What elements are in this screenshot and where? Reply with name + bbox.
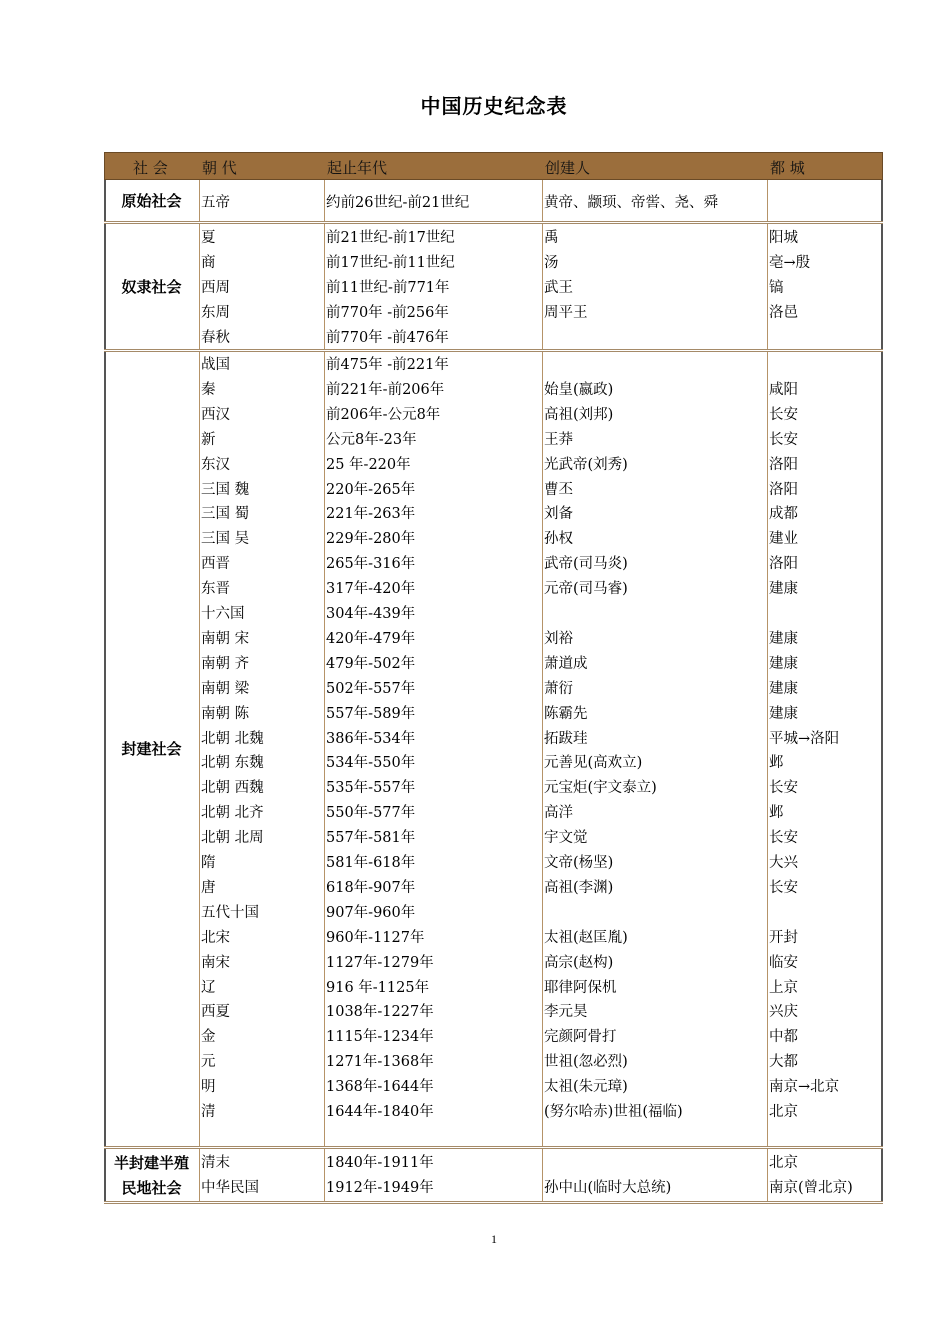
capital-cell: 长安	[769, 431, 798, 448]
founder-cell: 萧道成	[544, 655, 588, 672]
founder-cell: 王莽	[544, 431, 573, 448]
period-cell: 1271年-1368年	[326, 1054, 434, 1071]
capital-cell: 镐	[769, 279, 784, 296]
dynasty-cell: 秦	[201, 381, 216, 398]
capital-cell: 洛邑	[769, 304, 798, 321]
society-cell: 原始社会	[121, 191, 182, 210]
period-cell: 前770年 -前476年	[326, 329, 449, 346]
period-cell: 前11世纪-前771年	[326, 279, 450, 296]
dynasty-cell: 北朝 北齐	[201, 805, 264, 822]
table-row	[104, 226, 883, 251]
founder-cell: 高宗(赵构)	[544, 954, 614, 971]
founder-cell: 陈霸先	[544, 705, 588, 722]
founder-cell: 汤	[544, 254, 559, 271]
capital-cell: 成都	[769, 506, 798, 523]
capital-cell: 建康	[769, 630, 798, 647]
header-capital: 都 城	[770, 159, 805, 177]
dynasty-cell: 东晋	[201, 581, 230, 598]
founder-cell: 耶律阿保机	[544, 979, 617, 996]
table-row	[104, 326, 883, 351]
dynasty-cell: 南朝 宋	[201, 630, 250, 647]
table-row	[104, 901, 883, 926]
table-row	[104, 552, 883, 577]
capital-cell: 咸阳	[769, 381, 798, 398]
founder-cell: 元宝炬(宇文泰立)	[544, 780, 657, 797]
period-cell: 1368年-1644年	[326, 1079, 434, 1096]
table-row	[104, 353, 883, 378]
table-row	[104, 378, 883, 403]
table-row	[104, 851, 883, 876]
dynasty-cell: 清末	[201, 1155, 230, 1171]
founder-cell: (努尔哈赤)世祖(福临)	[544, 1104, 683, 1120]
table-row	[104, 801, 883, 826]
capital-cell: 长安	[769, 406, 798, 423]
table-header	[104, 152, 883, 180]
dynasty-cell: 唐	[201, 879, 216, 896]
table-row	[104, 1075, 883, 1100]
table-row	[104, 1050, 883, 1075]
table-row	[104, 976, 883, 1001]
dynasty-cell: 西周	[201, 279, 230, 296]
dynasty-cell: 北朝 东魏	[201, 755, 264, 772]
period-cell: 前475年 -前221年	[326, 357, 449, 373]
dynasty-cell: 东周	[201, 304, 230, 321]
founder-cell: 世祖(忽必烈)	[544, 1054, 628, 1071]
period-cell: 618年-907年	[326, 879, 416, 896]
dynasty-cell: 五帝	[201, 195, 230, 211]
capital-cell: 邺	[769, 755, 784, 772]
header-founder: 创建人	[545, 159, 591, 177]
table-row	[104, 627, 883, 652]
dynasty-cell: 新	[201, 431, 216, 448]
dynasty-cell: 隋	[201, 855, 216, 871]
founder-cell: 周平王	[544, 304, 588, 321]
period-cell: 229年-280年	[326, 531, 416, 548]
capital-cell: 临安	[769, 954, 798, 971]
period-cell: 前17世纪-前11世纪	[326, 254, 455, 271]
dynasty-cell: 北朝 北周	[201, 830, 264, 847]
dynasty-cell: 北朝 西魏	[201, 780, 264, 797]
dynasty-cell: 西夏	[201, 1004, 230, 1021]
page-title: 中国历史纪念表	[420, 94, 568, 118]
period-cell: 1912年-1949年	[326, 1179, 434, 1196]
society-cell: 民地社会	[121, 1178, 182, 1197]
period-cell: 221年-263年	[326, 506, 416, 523]
founder-cell: 禹	[544, 230, 559, 246]
period-cell: 557年-589年	[326, 705, 416, 722]
table-row	[104, 403, 883, 428]
period-cell: 386年-534年	[326, 730, 416, 747]
table-row	[104, 951, 883, 976]
table-row	[104, 276, 883, 301]
capital-cell: 建业	[769, 531, 798, 548]
founder-cell: 武王	[544, 279, 573, 296]
dynasty-cell: 南宋	[201, 954, 230, 971]
capital-cell: 平城→洛阳	[769, 730, 840, 747]
dynasty-cell: 十六国	[201, 606, 245, 622]
dynasty-cell: 战国	[201, 357, 230, 373]
capital-cell: 长安	[769, 879, 798, 896]
capital-cell: 建康	[769, 680, 798, 697]
period-cell: 916 年-1125年	[326, 979, 430, 996]
period-cell: 535年-557年	[326, 780, 416, 797]
table-section	[104, 180, 883, 222]
table-row	[104, 826, 883, 851]
table-row	[104, 702, 883, 727]
dynasty-cell: 南朝 陈	[201, 705, 250, 722]
table-row	[104, 751, 883, 776]
table-row	[104, 1176, 883, 1201]
capital-cell: 阳城	[769, 230, 798, 246]
header-society: 社 会	[133, 159, 168, 177]
dynasty-cell: 三国 魏	[201, 481, 250, 498]
capital-cell: 南京→北京	[769, 1079, 840, 1096]
table-row	[104, 1100, 883, 1125]
table-row	[104, 776, 883, 801]
dynasty-cell: 西汉	[201, 406, 230, 423]
founder-cell: 太祖(朱元璋)	[544, 1079, 628, 1096]
dynasty-cell: 南朝 梁	[201, 680, 250, 697]
dynasty-cell: 夏	[201, 230, 216, 246]
table-section	[104, 224, 883, 350]
founder-cell: 李元昊	[544, 1004, 588, 1021]
table-row	[104, 602, 883, 627]
table-row	[104, 677, 883, 702]
period-cell: 960年-1127年	[326, 929, 425, 946]
period-cell: 265年-316年	[326, 556, 416, 573]
table-row	[104, 478, 883, 503]
capital-cell: 亳→殷	[769, 254, 811, 271]
dynasty-cell: 东汉	[201, 456, 230, 473]
header-dynasty: 朝 代	[202, 159, 237, 177]
founder-cell: 始皇(嬴政)	[544, 381, 614, 398]
table-row	[104, 301, 883, 326]
dynasty-cell: 春秋	[201, 329, 230, 346]
dynasty-cell: 西晋	[201, 556, 230, 573]
period-cell: 317年-420年	[326, 581, 416, 598]
table-row	[104, 191, 883, 216]
table-row	[104, 876, 883, 901]
period-cell: 479年-502年	[326, 655, 416, 672]
period-cell: 前21世纪-前17世纪	[326, 230, 455, 246]
capital-cell: 长安	[769, 830, 798, 847]
table-row	[104, 727, 883, 752]
table-row	[104, 1151, 883, 1176]
founder-cell: 太祖(赵匡胤)	[544, 929, 628, 946]
capital-cell: 洛阳	[769, 556, 798, 573]
capital-cell: 上京	[769, 979, 798, 996]
founder-cell: 高洋	[544, 805, 573, 822]
capital-cell: 建康	[769, 705, 798, 722]
society-cell: 封建社会	[121, 740, 182, 758]
founder-cell: 高祖(李渊)	[544, 879, 614, 896]
dynasty-cell: 北宋	[201, 929, 230, 946]
table-row	[104, 502, 883, 527]
table-section	[104, 352, 883, 1147]
period-cell: 304年-439年	[326, 606, 416, 622]
table-row	[104, 926, 883, 951]
capital-cell: 大兴	[769, 855, 798, 871]
dynasty-cell: 明	[201, 1079, 216, 1096]
period-cell: 420年-479年	[326, 630, 416, 647]
dynasty-cell: 商	[201, 254, 216, 271]
capital-cell: 兴庆	[769, 1004, 798, 1021]
capital-cell: 洛阳	[769, 481, 798, 498]
history-table	[104, 152, 883, 1202]
period-cell: 907年-960年	[326, 904, 416, 921]
period-cell: 前770年 -前256年	[326, 304, 449, 321]
period-cell: 公元8年-23年	[326, 431, 417, 448]
capital-cell: 大都	[769, 1054, 798, 1071]
founder-cell: 光武帝(刘秀)	[544, 456, 628, 473]
founder-cell: 宇文觉	[544, 830, 588, 847]
period-cell: 1644年-1840年	[326, 1104, 434, 1120]
capital-cell: 建康	[769, 581, 798, 598]
founder-cell: 萧衍	[544, 680, 573, 697]
table-row	[104, 652, 883, 677]
page-number: 1	[491, 1232, 497, 1246]
dynasty-cell: 北朝 北魏	[201, 730, 264, 747]
founder-cell: 文帝(杨坚)	[544, 855, 614, 871]
founder-cell: 拓跋珪	[544, 730, 588, 747]
header-period: 起止年代	[327, 159, 388, 177]
table-row	[104, 1000, 883, 1025]
capital-cell: 中都	[769, 1029, 798, 1046]
society-cell: 半封建半殖	[113, 1153, 189, 1172]
capital-cell: 北京	[769, 1104, 798, 1120]
table-section	[104, 1149, 883, 1202]
society-cell: 奴隶社会	[121, 277, 182, 296]
table-row	[104, 577, 883, 602]
founder-cell: 刘备	[544, 506, 573, 523]
capital-cell: 邺	[769, 805, 784, 822]
period-cell: 1115年-1234年	[326, 1029, 434, 1046]
dynasty-cell: 中华民国	[201, 1179, 259, 1196]
founder-cell: 武帝(司马炎)	[544, 556, 628, 573]
period-cell: 550年-577年	[326, 805, 416, 822]
period-cell: 约前26世纪-前21世纪	[326, 195, 470, 211]
capital-cell: 开封	[769, 929, 798, 946]
section-separator	[104, 1201, 883, 1204]
founder-cell: 完颜阿骨打	[544, 1029, 617, 1046]
table-row	[104, 251, 883, 276]
dynasty-cell: 辽	[201, 979, 216, 996]
period-cell: 581年-618年	[326, 855, 416, 871]
period-cell: 1127年-1279年	[326, 954, 434, 971]
capital-cell: 北京	[769, 1155, 798, 1171]
period-cell: 502年-557年	[326, 680, 416, 697]
period-cell: 220年-265年	[326, 481, 416, 498]
founder-cell: 刘裕	[544, 630, 573, 647]
founder-cell: 孙中山(临时大总统)	[544, 1179, 672, 1196]
table-row	[104, 1025, 883, 1050]
table-row	[104, 527, 883, 552]
capital-cell: 南京(曾北京)	[769, 1179, 853, 1196]
period-cell: 1840年-1911年	[326, 1155, 434, 1171]
founder-cell: 黄帝、颛顼、帝喾、尧、舜	[544, 195, 718, 211]
founder-cell: 元善见(高欢立)	[544, 755, 643, 772]
dynasty-cell: 元	[201, 1054, 216, 1071]
founder-cell: 孙权	[544, 531, 573, 548]
dynasty-cell: 金	[201, 1029, 216, 1046]
period-cell: 534年-550年	[326, 755, 416, 772]
dynasty-cell: 南朝 齐	[201, 655, 250, 672]
table-row	[104, 453, 883, 478]
capital-cell: 长安	[769, 780, 798, 797]
period-cell: 1038年-1227年	[326, 1004, 434, 1021]
dynasty-cell: 清	[201, 1104, 216, 1120]
dynasty-cell: 三国 蜀	[201, 506, 250, 523]
founder-cell: 曹丕	[544, 481, 573, 498]
period-cell: 25 年-220年	[326, 456, 411, 473]
dynasty-cell: 三国 吴	[201, 531, 250, 548]
period-cell: 前206年-公元8年	[326, 406, 441, 423]
period-cell: 557年-581年	[326, 830, 416, 847]
capital-cell: 建康	[769, 655, 798, 672]
table-row	[104, 428, 883, 453]
founder-cell: 元帝(司马睿)	[544, 581, 628, 598]
dynasty-cell: 五代十国	[201, 904, 259, 921]
capital-cell: 洛阳	[769, 456, 798, 473]
founder-cell: 高祖(刘邦)	[544, 406, 614, 423]
period-cell: 前221年-前206年	[326, 381, 445, 398]
